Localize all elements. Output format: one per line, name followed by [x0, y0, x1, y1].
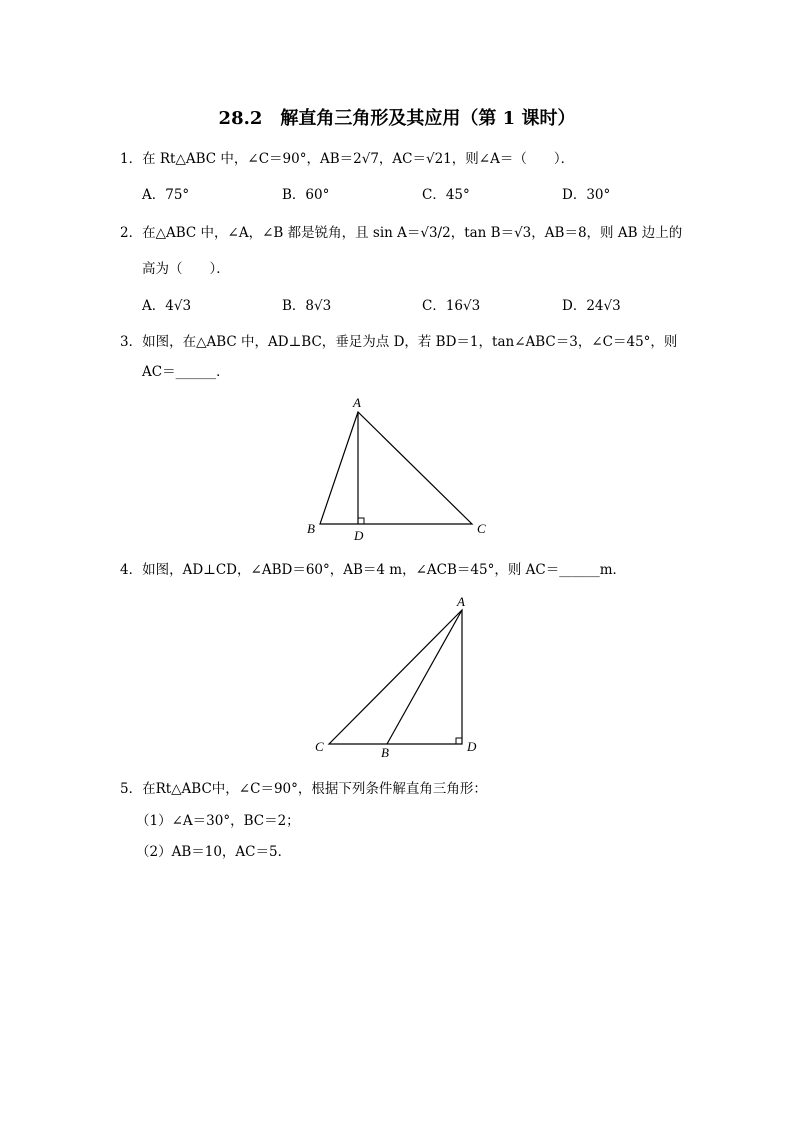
question-1-option-b: B．60° — [282, 187, 330, 203]
question-3-stem-continued: AC＝______． — [142, 364, 230, 380]
label-d: D — [354, 528, 364, 543]
question-2-stem-continued: 高为（ ）． — [142, 261, 230, 277]
page-title: 28.2 解直角三角形及其应用（第 1 课时） — [218, 108, 576, 129]
segment-ab — [387, 610, 462, 744]
question-3-stem: 3．如图，在△ABC 中，AD⊥BC，垂足为点 D，若 BD＝1，tan∠ABC＝3，∠C＝45°，则 — [120, 334, 678, 350]
figure-2-triangle — [305, 590, 495, 760]
question-1-stem: 1．在 Rt△ABC 中，∠C＝90°，AB＝2√7，AC＝√21，则∠A＝（ ）． — [120, 151, 575, 167]
triangle-acd — [329, 610, 462, 744]
question-5-part-2: （2）AB＝10，AC＝5． — [136, 844, 292, 860]
question-4-stem: 4．如图，AD⊥CD，∠ABD＝60°，AB＝4 m，∠ACB＝45°，则 AC＝______m． — [120, 562, 627, 578]
label-a: A — [353, 395, 361, 410]
question-2-option-c: C．16√3 — [422, 298, 481, 314]
triangle-abc — [320, 412, 472, 524]
question-2-stem: 2．在△ABC 中，∠A，∠B 都是锐角，且 sin A＝√3/2，tan B＝√3，AB＝8，则 AB 边上的 — [120, 225, 683, 241]
question-5-part-1: （1）∠A＝30°，BC＝2； — [136, 813, 300, 829]
label-d: D — [467, 739, 477, 754]
question-2-option-a: A．4√3 — [142, 298, 192, 314]
figure-1-triangle — [300, 390, 500, 550]
right-angle-mark — [358, 518, 364, 524]
label-a: A — [457, 594, 465, 609]
question-1-option-d: D．30° — [562, 187, 611, 203]
label-b: B — [381, 745, 389, 760]
label-b: B — [307, 521, 315, 536]
question-1-option-a: A．75° — [142, 187, 190, 203]
question-5-stem: 5．在Rt△ABC中，∠C＝90°，根据下列条件解直角三角形： — [120, 781, 487, 797]
label-c: C — [477, 521, 486, 536]
question-1-option-c: C．45° — [422, 187, 470, 203]
question-2-option-d: D．24√3 — [562, 298, 621, 314]
label-c: C — [315, 739, 324, 754]
right-angle-mark — [456, 738, 462, 744]
question-2-option-b: B．8√3 — [282, 298, 332, 314]
